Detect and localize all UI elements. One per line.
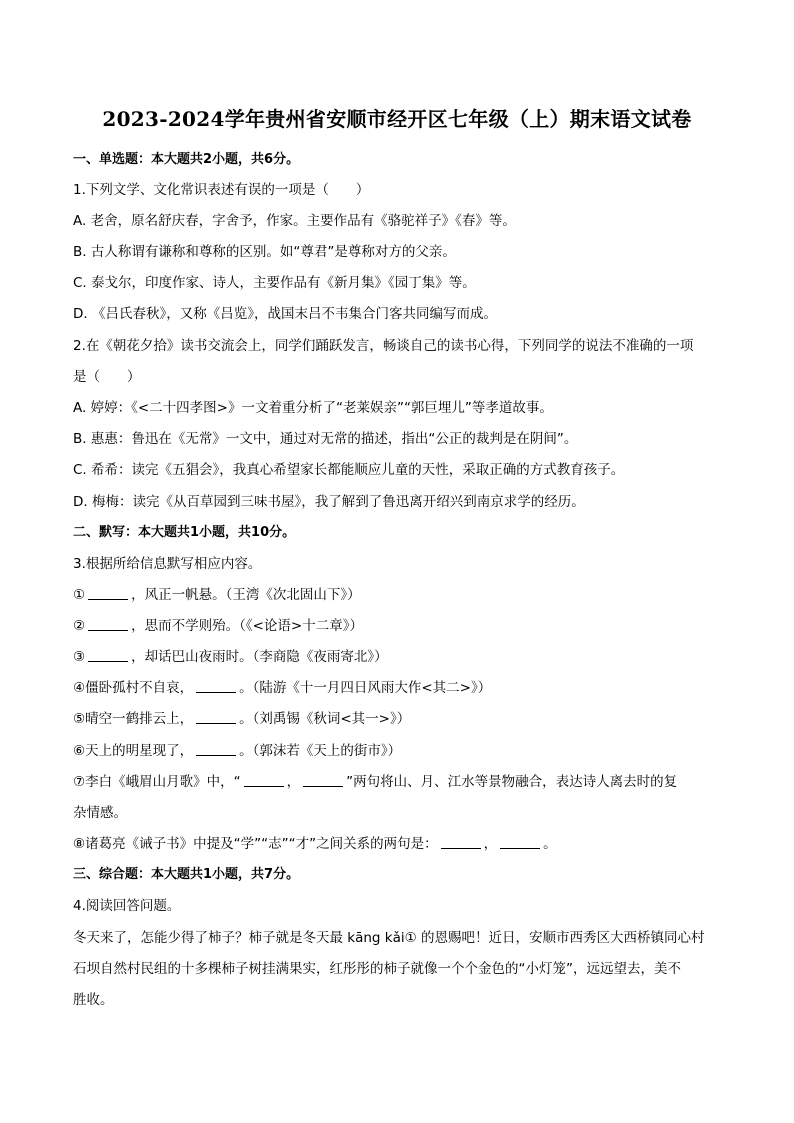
question-1-option-a: A. 老舍，原名舒庆春，字舍予，作家。主要作品有《骆驼祥子》《春》等。 (73, 213, 516, 229)
answer-blank[interactable] (196, 680, 236, 693)
section-heading-comprehensive: 三、综合题：本大题共1小题，共7分。 (73, 867, 300, 882)
dictation-item-7-prefix: ⑦李白《峨眉山月歌》中，“ (73, 774, 241, 790)
dictation-item-5-prefix: ⑤晴空一鹤排云上， (73, 711, 194, 727)
answer-blank[interactable] (196, 711, 236, 724)
answer-blank[interactable] (500, 836, 540, 849)
dictation-item-8-suffix: 。 (543, 836, 557, 852)
question-2-option-a: A. 婷婷：《<二十四孝图>》一文着重分析了“老莱娱亲”“郭巨埋儿”等孝道故事。 (73, 400, 553, 416)
dictation-item-6 (73, 739, 723, 759)
answer-blank[interactable] (88, 587, 128, 600)
dictation-item-8-prefix: ⑧诸葛亮《诫子书》中提及“学”“志”“才”之间关系的两句是： (73, 836, 438, 852)
answer-blank[interactable] (244, 774, 284, 787)
reading-passage-line-1: 冬天来了，怎能少得了柿子？柿子就是冬天最 kāng kǎi① 的恩赐吧！近日，安顺市西秀区大西桥镇同心村 (73, 930, 705, 946)
dictation-item-2-prefix: ② (73, 618, 86, 634)
question-2-stem-line-1: 2.在《朝花夕拾》读书交流会上，同学们踊跃发言，畅谈自己的读书心得，下列同学的说法不准确的一项 (73, 338, 694, 354)
dictation-item-5 (73, 707, 723, 727)
dictation-item-1 (73, 583, 723, 603)
dictation-item-4-suffix: 。（陆游《十一月四日风雨大作<其二>》） (239, 680, 492, 696)
dictation-item-7-separator: ， (286, 774, 301, 790)
dictation-item-6-prefix: ⑥天上的明星现了， (73, 743, 194, 759)
answer-blank[interactable] (441, 836, 481, 849)
section-heading-dictation: 二、默写：本大题共1小题，共10分。 (73, 525, 296, 540)
dictation-item-3 (73, 645, 723, 665)
section-heading-single-choice: 一、单选题：本大题共2小题，共6分。 (73, 152, 300, 167)
question-3-stem: 3.根据所给信息默写相应内容。 (73, 556, 262, 572)
dictation-item-2 (73, 614, 723, 634)
question-2-option-d: D. 梅梅：读完《从百草园到三味书屋》，我了解到了鲁迅离开绍兴到南京求学的经历。 (73, 494, 585, 510)
answer-blank[interactable] (303, 774, 343, 787)
answer-blank[interactable] (196, 743, 236, 756)
dictation-item-4-prefix: ④僵卧孤村不自哀， (73, 680, 194, 696)
dictation-item-4 (73, 676, 723, 696)
dictation-item-1-prefix: ① (73, 587, 86, 603)
dictation-item-5-suffix: 。（刘禹锡《秋词<其一>》） (239, 711, 411, 727)
dictation-item-3-prefix: ③ (73, 649, 86, 665)
dictation-item-7-suffix: ”两句将山、月、江水等景物融合，表达诗人离去时的复 (346, 774, 678, 790)
reading-passage-line-3: 胜收。 (73, 992, 114, 1008)
question-1-option-c: C. 泰戈尔，印度作家、诗人，主要作品有《新月集》《园丁集》等。 (73, 275, 476, 291)
question-2-option-b: B. 惠惠：鲁迅在《无常》一文中，通过对无常的描述，指出“公正的裁判是在阴间”。 (73, 431, 578, 447)
question-2-stem-line-2: 是（ ） (73, 369, 141, 385)
answer-blank[interactable] (88, 649, 128, 662)
question-1-option-b: B. 古人称谓有谦称和尊称的区别。如“尊君”是尊称对方的父亲。 (73, 244, 456, 260)
dictation-item-6-suffix: 。（郭沫若《天上的街市》） (239, 743, 402, 759)
dictation-item-7-continued: 杂情感。 (73, 805, 127, 821)
dictation-item-3-suffix: ，却话巴山夜雨时。（李商隐《夜雨寄北》） (131, 649, 388, 665)
dictation-item-8-separator: ， (483, 836, 498, 852)
question-4-stem: 4.阅读回答问题。 (73, 898, 181, 914)
dictation-item-2-suffix: ，思而不学则殆。（《<论语>十二章》） (131, 618, 363, 634)
exam-title: 2023-2024学年贵州省安顺市经开区七年级（上）期末语文试卷 (102, 107, 692, 131)
question-1-option-d: D. 《吕氏春秋》，又称《吕览》，战国末吕不韦集合门客共同编写而成。 (73, 306, 497, 322)
question-2-option-c: C. 希希：读完《五猖会》，我真心希望家长都能顺应儿童的天性，采取正确的方式教育孩子。 (73, 462, 625, 478)
answer-blank[interactable] (88, 618, 128, 631)
dictation-item-7 (73, 770, 723, 790)
dictation-item-1-suffix: ，风正一帆悬。（王湾《次北固山下》） (131, 587, 361, 603)
question-1-stem: 1.下列文学、文化常识表述有误的一项是（ ） (73, 182, 370, 198)
dictation-item-8 (73, 832, 723, 852)
reading-passage-line-2: 石坝自然村民组的十多棵柿子树挂满果实，红彤彤的柿子就像一个个金色的“小灯笼”，远远望去，美不 (73, 961, 681, 977)
